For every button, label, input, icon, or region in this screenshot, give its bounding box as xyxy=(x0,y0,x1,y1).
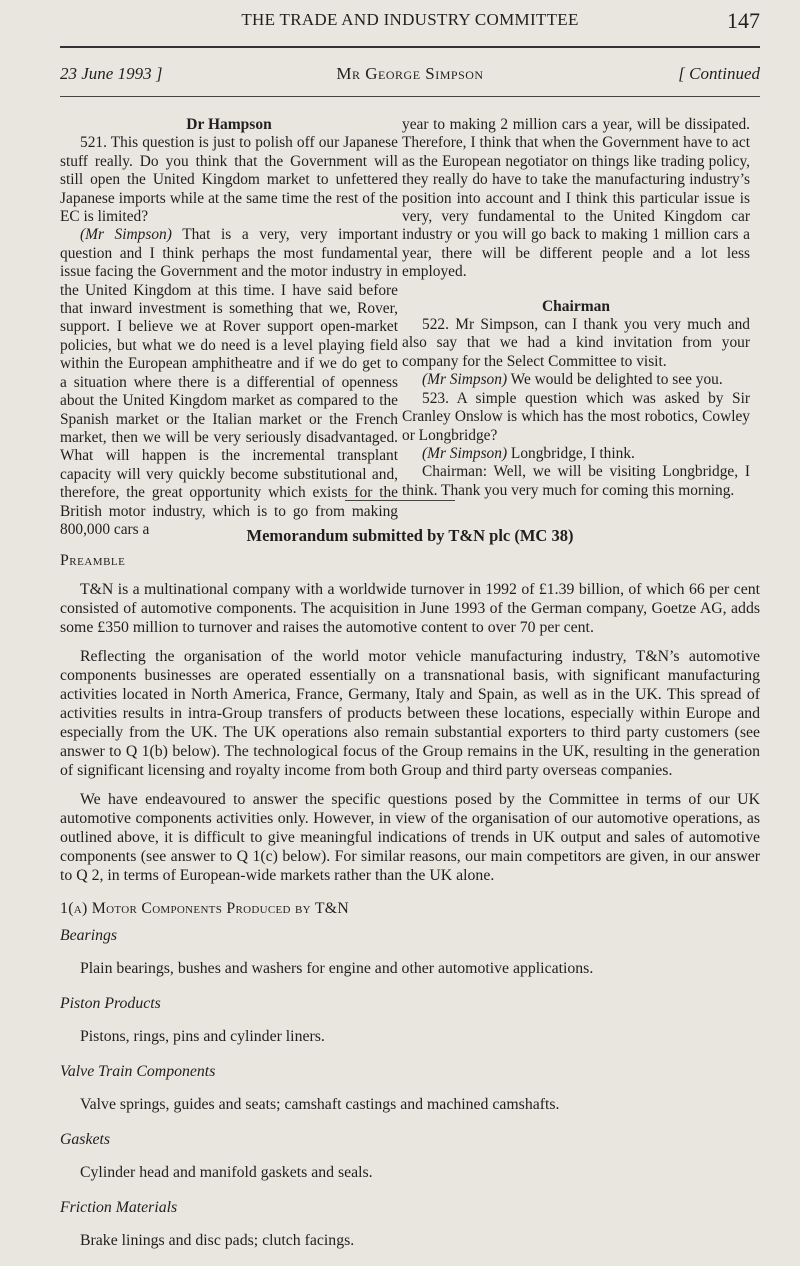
category-heading: Valve Train Components xyxy=(60,1063,216,1080)
chairman-closing: Chairman: Well, we will be visiting Longbridge, I think. Thank you very much for coming this morning. xyxy=(402,463,750,499)
left-column xyxy=(60,116,398,539)
category-heading: Gaskets xyxy=(60,1131,111,1148)
answer-523 xyxy=(402,445,750,463)
question-522: 522. Mr Simpson, can I thank you very much and also say that we had a kind invitation from your company for the Select Committee to visit. xyxy=(402,316,750,370)
answer-text: We would be delighted to see you. xyxy=(507,371,723,389)
preamble-paragraph: We have endeavoured to answer the specific questions posed by the Committee in terms of our UK automotive components activities only. However, in view of the organisation of our automotive operations, as outlined above, it is difficult to give meaningful indications of trends in UK output and sales of automotive components (see answer to Q 1(c) below). For similar reasons, our main competitors are given, in our answer to Q 2, in terms of European-wide markets rather than the UK alone. xyxy=(60,791,760,884)
answer-521-continuation: year to making 2 million cars a year, will be dissipated. Therefore, I think that when the Government have to act as the European negotiator on things like trading policy, they really do have to take the manufacturing industry’s position into account and I think this particular issue is very, very fundamental to the United Kingdom car industry or you will go back to making 1 million cars a year, there will be different people and a lot less employed. xyxy=(402,116,750,281)
speaker-heading: Chairman xyxy=(541,297,611,315)
preamble-heading: Preamble xyxy=(60,552,126,569)
category-heading: Friction Materials xyxy=(60,1199,178,1216)
running-head xyxy=(60,8,760,38)
session-date: 23 June 1993 ] xyxy=(60,64,163,83)
answer-text: Longbridge, I think. xyxy=(507,444,635,462)
question-523: 523. A simple question which was asked by Sir Cranley Onslow is which has the most robotics, Cowley or Longbridge? xyxy=(402,389,750,444)
preamble-paragraph: Reflecting the organisation of the world motor vehicle manufacturing industry, T&N’s automotive components businesses are operated essentially on a transnational basis, with significant manufacturing activities located in North America, France, Germany, Italy and Spain, as well as in the UK. This spread of activities results in intra-Group transfers of products between these locations, especially within Europe and especially from the UK. The UK operations also remain substantial exporters to third party customers (see answer to Q 1(b) below). The technological focus of the Group remains in the UK, resulting in the generation of significant licensing and royalty income from both Group and third party overseas companies. xyxy=(60,648,760,779)
continued-label: [ Continued xyxy=(678,64,760,83)
category-items: Pistons, rings, pins and cylinder liners. xyxy=(80,1028,325,1045)
right-column xyxy=(402,116,750,500)
answer-521 xyxy=(60,226,398,539)
category-items: Valve springs, guides and seats; camshaft castings and machined camshafts. xyxy=(80,1096,560,1113)
memorandum xyxy=(60,526,760,1266)
session-line xyxy=(60,64,760,90)
category-items: Brake linings and disc pads; clutch facings. xyxy=(80,1232,355,1249)
answer-text: That is a very, very important question and I think perhaps the most fundamental issue facing the Government and the motor industry in the United Kingdom at this time. I have said before that inward investment is something that we, Rover, support. I believe we at Rover support open-market policies, but what we do need is a level playing field within the European amphitheatre and if we do get to a situation where there is a differential of openness about the United Kingdom market as compared to the Spanish market or the Italian market or the French market, then we will be very seriously disadvantaged. What will happen is the incremental transplant capacity will very quickly become substitutional and, therefore, the great opportunity which exists for the British motor industry, which is to go from making 800,000 cars a xyxy=(60,226,398,538)
section-heading: 1(a) Motor Components Produced by T&N xyxy=(60,900,350,917)
answer-speaker: (Mr Simpson) xyxy=(422,371,508,389)
speaker-heading: Dr Hampson xyxy=(186,116,272,133)
witness-name: Mr George Simpson xyxy=(336,64,484,83)
answer-speaker: (Mr Simpson) xyxy=(80,226,172,244)
memorandum-title: Memorandum submitted by T&N plc (MC 38) xyxy=(246,526,574,545)
question-521: 521. This question is just to polish off our Japanese stuff really. Do you think that the Government will still open the United Kingdom market to unfettered Japanese imports while at the same time the rest of the EC is limited? xyxy=(60,134,398,226)
preamble-paragraph: T&N is a multinational company with a worldwide turnover in 1992 of £1.39 billion, of which 66 per cent consisted of automotive components. The acquisition in June 1993 of the German company, Goetze AG, adds some £350 million to turnover and raises the automotive content to over 70 per cent. xyxy=(60,581,760,636)
category-items: Cylinder head and manifold gaskets and seals. xyxy=(80,1164,373,1181)
answer-522 xyxy=(402,371,750,389)
category-items: Plain bearings, bushes and washers for engine and other automotive applications. xyxy=(80,960,594,977)
page-number: 147 xyxy=(727,8,760,33)
answer-speaker: (Mr Simpson) xyxy=(422,444,508,462)
header-rule xyxy=(60,46,760,48)
category-heading: Piston Products xyxy=(60,995,161,1012)
subhead-rule xyxy=(60,96,760,97)
section-divider xyxy=(345,500,455,501)
category-heading: Bearings xyxy=(60,927,118,944)
publication-title: THE TRADE AND INDUSTRY COMMITTEE xyxy=(241,10,579,29)
